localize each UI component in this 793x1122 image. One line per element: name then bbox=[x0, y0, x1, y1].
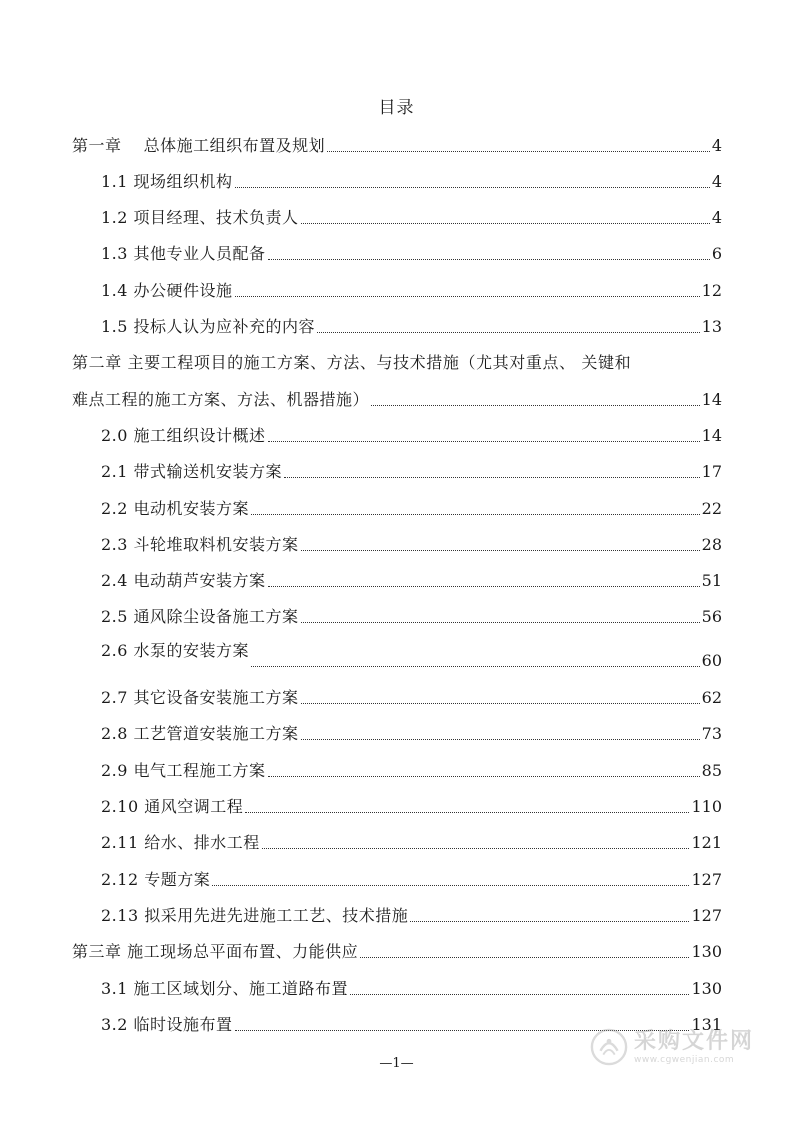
dot-leader bbox=[235, 296, 700, 297]
toc-entry[interactable] bbox=[101, 205, 722, 229]
toc-entry-page: 12 bbox=[701, 281, 722, 300]
dot-leader bbox=[350, 994, 689, 995]
toc-entry-page: 6 bbox=[711, 244, 722, 263]
toc-entry-label: 难点工程的施工方案、方法、机器措施） bbox=[72, 390, 370, 409]
toc-entry-page: 60 bbox=[701, 651, 722, 670]
toc-entry[interactable] bbox=[101, 604, 722, 628]
toc-entry-label: 2.1 带式输送机安装方案 bbox=[101, 462, 283, 481]
page-number-footer: —1— bbox=[379, 1056, 414, 1071]
toc-entry-page: 17 bbox=[701, 462, 722, 481]
toc-entry[interactable] bbox=[101, 830, 722, 854]
dot-leader bbox=[301, 622, 700, 623]
dot-leader bbox=[327, 151, 710, 152]
toc-entry[interactable] bbox=[101, 532, 722, 556]
toc-entry-label: 1.4 办公硬件设施 bbox=[101, 281, 233, 300]
toc-entry[interactable] bbox=[101, 976, 722, 1000]
toc-entry-label: 2.13 拟采用先进先进施工工艺、技术措施 bbox=[101, 906, 409, 925]
toc-entry-label: 2.10 通风空调工程 bbox=[101, 797, 244, 816]
toc-title: 目录 bbox=[378, 98, 415, 118]
toc-entry-label: 2.7 其它设备安装施工方案 bbox=[101, 688, 299, 707]
toc-entry-page: 121 bbox=[691, 833, 722, 852]
toc-entry-page: 4 bbox=[711, 136, 722, 155]
dot-leader bbox=[251, 666, 700, 667]
toc-entry-label: 2.0 施工组织设计概述 bbox=[101, 426, 266, 445]
toc-entry[interactable] bbox=[101, 241, 722, 265]
watermark-url: www.cgwenjian.com bbox=[634, 1055, 735, 1065]
dot-leader bbox=[371, 405, 700, 406]
toc-entry-page: 130 bbox=[691, 942, 722, 961]
toc-entry-page: 14 bbox=[701, 426, 722, 445]
toc-entry-label: 第二章 主要工程项目的施工方案、方法、与技术措施（尤其对重点、 关键和 bbox=[72, 353, 632, 372]
toc-entry-page: 127 bbox=[691, 870, 722, 889]
dot-leader bbox=[284, 477, 700, 478]
toc-entry[interactable] bbox=[101, 641, 722, 672]
toc-entry[interactable] bbox=[101, 314, 722, 338]
toc-entry[interactable] bbox=[101, 459, 722, 483]
toc-entry-page: 13 bbox=[701, 317, 722, 336]
toc-entry-page: 4 bbox=[711, 208, 722, 227]
toc-entry[interactable] bbox=[72, 133, 722, 157]
toc-entry[interactable] bbox=[101, 169, 722, 193]
toc-entry-label: 2.4 电动葫芦安装方案 bbox=[101, 571, 266, 590]
dot-leader bbox=[268, 259, 710, 260]
toc-entry-wrapped-line[interactable] bbox=[72, 350, 707, 374]
watermark-logo-icon bbox=[590, 1028, 628, 1066]
toc-entry[interactable] bbox=[72, 387, 722, 411]
toc-entry[interactable] bbox=[101, 758, 722, 782]
toc-entry-label: 2.2 电动机安装方案 bbox=[101, 499, 250, 518]
toc-entry-label: 2.9 电气工程施工方案 bbox=[101, 761, 266, 780]
toc-entry[interactable] bbox=[101, 721, 722, 745]
toc-entry-label: 3.2 临时设施布置 bbox=[101, 1015, 233, 1034]
toc-entry-label: 2.6 水泵的安装方案 bbox=[101, 641, 250, 660]
toc-entry-label: 2.8 工艺管道安装施工方案 bbox=[101, 724, 299, 743]
toc-entry-page: 51 bbox=[701, 571, 722, 590]
dot-leader bbox=[301, 739, 700, 740]
dot-leader bbox=[410, 921, 689, 922]
dot-leader bbox=[251, 514, 700, 515]
toc-entry-label: 2.5 通风除尘设备施工方案 bbox=[101, 607, 299, 626]
toc-entry-page: 56 bbox=[701, 607, 722, 626]
dot-leader bbox=[360, 957, 689, 958]
toc-entry-label: 1.1 现场组织机构 bbox=[101, 172, 233, 191]
toc-entry[interactable] bbox=[101, 867, 722, 891]
toc-entry[interactable] bbox=[101, 794, 722, 818]
toc-entry-page: 22 bbox=[701, 499, 722, 518]
toc-entry[interactable] bbox=[101, 496, 722, 520]
toc-entry-page: 110 bbox=[691, 797, 722, 816]
toc-entry-label: 2.12 专题方案 bbox=[101, 870, 211, 889]
toc-entry-page: 4 bbox=[711, 172, 722, 191]
toc-entry[interactable] bbox=[101, 685, 722, 709]
toc-entry-label: 3.1 施工区域划分、施工道路布置 bbox=[101, 979, 349, 998]
dot-leader bbox=[301, 703, 700, 704]
dot-leader bbox=[262, 848, 690, 849]
dot-leader bbox=[301, 223, 710, 224]
dot-leader bbox=[245, 812, 689, 813]
toc-entry[interactable] bbox=[101, 903, 722, 927]
toc-entry-label: 1.2 项目经理、技术负责人 bbox=[101, 208, 299, 227]
toc-entry[interactable] bbox=[72, 939, 722, 963]
dot-leader bbox=[317, 332, 700, 333]
toc-entry-page: 62 bbox=[701, 688, 722, 707]
toc-entry-page: 28 bbox=[701, 535, 722, 554]
toc-entry-page: 127 bbox=[691, 906, 722, 925]
toc-entry-label: 第三章 施工现场总平面布置、力能供应 bbox=[72, 942, 359, 961]
toc-entry-page: 85 bbox=[701, 761, 722, 780]
dot-leader bbox=[268, 586, 700, 587]
toc-entry-page: 14 bbox=[701, 390, 722, 409]
toc-entry-label: 第一章 总体施工组织布置及规划 bbox=[72, 136, 326, 155]
watermark bbox=[590, 1028, 754, 1066]
watermark-name: 采购文件网 bbox=[634, 1029, 755, 1054]
toc-entry-label: 1.5 投标人认为应补充的内容 bbox=[101, 317, 316, 336]
toc-entry[interactable] bbox=[101, 423, 722, 447]
toc-entry-label: 2.3 斗轮堆取料机安装方案 bbox=[101, 535, 299, 554]
dot-leader bbox=[268, 441, 700, 442]
dot-leader bbox=[268, 776, 700, 777]
toc-entry[interactable] bbox=[101, 568, 722, 592]
dot-leader bbox=[212, 885, 689, 886]
toc-entry-label: 2.11 给水、排水工程 bbox=[101, 833, 260, 852]
dot-leader bbox=[235, 187, 710, 188]
toc-entry-label: 1.3 其他专业人员配备 bbox=[101, 244, 266, 263]
toc-entry[interactable] bbox=[101, 278, 722, 302]
toc-entry-page: 131 bbox=[691, 1015, 722, 1034]
toc-entry-page: 130 bbox=[691, 979, 722, 998]
toc-entry-page: 73 bbox=[701, 724, 722, 743]
dot-leader bbox=[301, 550, 700, 551]
